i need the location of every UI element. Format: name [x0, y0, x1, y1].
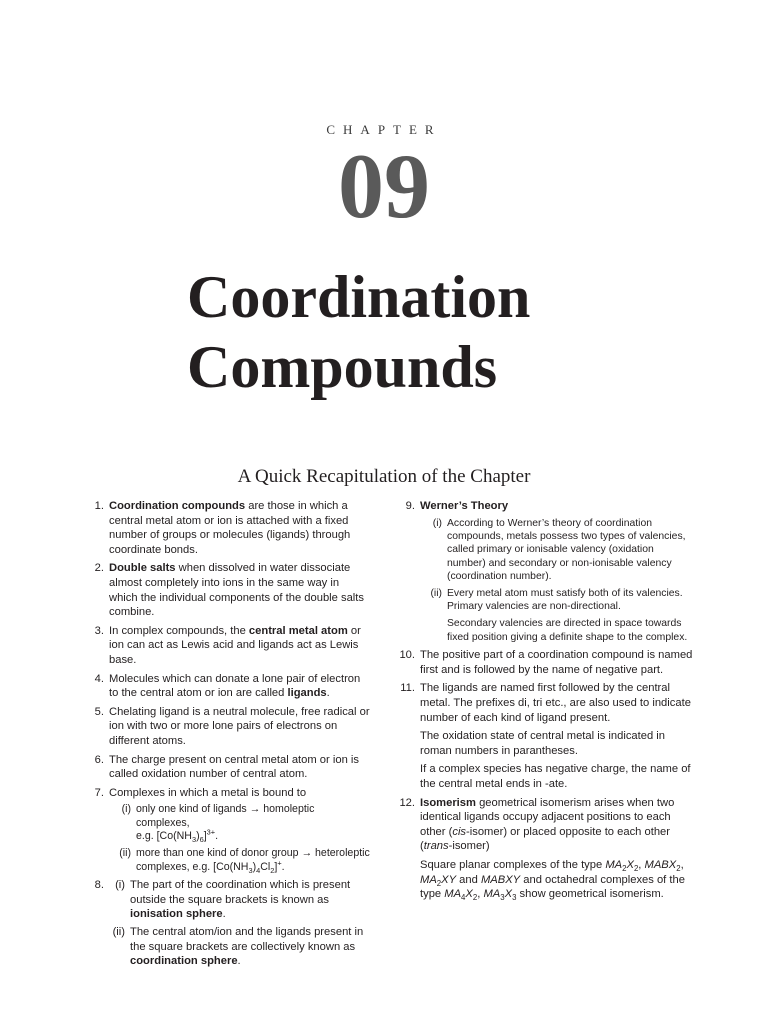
item-text: The oxidation state of central metal is indicated in roman numbers in parantheses.: [420, 730, 666, 757]
formula: X: [626, 858, 634, 871]
list-item-12: [397, 796, 693, 902]
formula: ): [252, 860, 257, 873]
sub-item-number: (ii): [112, 926, 125, 939]
item-text: .: [326, 687, 330, 700]
item-text: In complex compounds, the: [109, 624, 249, 637]
list-item-4: [86, 672, 370, 701]
item-number: 10.: [399, 649, 415, 662]
right-column: [397, 499, 693, 906]
term-ionisation-sphere: ionisation sphere: [130, 908, 223, 921]
sub-item-text: Every metal atom must satisfy both of its valencies. Primary valencies are non-directional.: [447, 587, 683, 613]
item-text: when dissolved in water dissociate almost completely into ions in the same way in which the individual components of the double salts combine.: [109, 562, 364, 619]
list-item-1: [86, 499, 370, 557]
list-item-11: [397, 681, 693, 791]
item-text: ,: [638, 858, 645, 871]
list-item-5: [86, 705, 370, 749]
term-ligands: ligands: [287, 687, 327, 700]
formula: MA: [444, 888, 462, 901]
list-item-3: [86, 624, 370, 668]
item-text: show geometrical isomerism.: [516, 888, 664, 901]
term-werners-theory: Werner’s Theory: [420, 500, 509, 512]
item-text: Square planar complexes of the type: [420, 858, 606, 871]
sub-item-text: .: [222, 908, 226, 921]
item-number: 12.: [399, 796, 415, 809]
sub-item-number: (i): [121, 803, 131, 816]
sub-item-text: heteroleptic complexes, e.g. [Co(NH: [136, 847, 370, 873]
sub-item: [109, 803, 370, 844]
term-coordination-sphere: coordination sphere: [130, 955, 238, 968]
subscript: 3: [512, 893, 517, 903]
chapter-label: CHAPTER: [326, 122, 442, 137]
superscript: 3+: [206, 827, 216, 837]
term-cis: cis: [452, 825, 467, 838]
sub-item-text: According to Werner’s theory of coordination compounds, metals possess two types of valencies, called primary or ionisable valency (oxidation number) and secondary or non-ionisable valency (coordination number).: [447, 517, 686, 583]
item-text: Molecules which can donate a lone pair of electron to the central atom or ion are called: [109, 672, 361, 700]
formula: .: [215, 830, 219, 843]
list-item-10: [397, 648, 693, 677]
sub-item: [420, 517, 693, 584]
term-trans: trans: [423, 840, 449, 853]
term-coordination-compounds: Coordination compounds: [109, 500, 246, 512]
arrow-icon: →: [301, 847, 313, 860]
list-item-2: [86, 561, 370, 619]
term-double-salts: Double salts: [109, 562, 176, 575]
subscript: 2: [676, 864, 681, 874]
sub-item-number: (i): [115, 879, 125, 892]
item-number: 9.: [405, 500, 415, 512]
item-number: 7.: [94, 786, 104, 799]
formula: ): [196, 830, 200, 843]
chapter-title-line2: Compounds: [187, 334, 498, 400]
item-text: ,: [680, 858, 684, 871]
item-number: 6.: [94, 753, 104, 766]
formula: X: [504, 888, 513, 901]
sub-item-text: The central atom/ion and the ligands present in the square brackets are collectively known as: [130, 926, 364, 953]
list-item-6: [86, 753, 370, 782]
item-number: 8.: [94, 879, 104, 892]
chapter-number: 09: [338, 135, 430, 237]
sub-item-text: .: [237, 955, 241, 968]
formula: ]: [203, 830, 207, 843]
formula: Cl: [260, 860, 271, 873]
sub-item-number: (ii): [430, 587, 442, 599]
item-text: -isomer) or placed opposite to each other (: [420, 825, 671, 853]
formula: ]: [274, 860, 278, 873]
subscript: 3: [500, 893, 505, 903]
term-central-metal-atom: central metal atom: [248, 624, 348, 637]
subscript: 4: [256, 865, 261, 875]
item-text: If a complex species has negative charge, the name of the central metal ends in -ate.: [420, 763, 691, 790]
item-text: and octahedral complexes of the type: [420, 873, 685, 901]
formula: MA: [605, 858, 623, 871]
superscript: +: [277, 858, 282, 868]
subscript: 2: [622, 864, 627, 874]
formula: .: [281, 860, 285, 873]
formula: MA: [420, 873, 437, 886]
arrow-icon: →: [249, 803, 261, 816]
sub-item: [109, 878, 370, 922]
item-text: Chelating ligand is a neutral molecule, free radical or ion with two or more lone pairs of electrons on different atoms.: [109, 705, 370, 747]
term-isomerism: Isomerism: [420, 796, 476, 809]
subscript: 2: [270, 865, 275, 875]
subscript: 2: [633, 864, 639, 874]
sub-item-text: homoleptic complexes,: [136, 803, 315, 829]
sub-item-number: (ii): [119, 847, 131, 860]
item-number: 2.: [94, 562, 104, 575]
list-item-9: [397, 499, 693, 644]
item-text: geometrical isomerism arises when two identical ligands occupy adjacent positions to each other (: [420, 796, 675, 838]
chapter-title-line1: Coordination: [187, 264, 531, 330]
sub-item-text: The part of the coordination which is present outside the square brackets is known as: [130, 879, 351, 906]
subscript: 4: [461, 893, 466, 903]
sub-item-text: only one kind of ligands: [136, 803, 250, 816]
formula: MA: [483, 888, 501, 901]
sub-item-number: (i): [432, 517, 442, 529]
item-text: and: [456, 873, 481, 886]
formula: X: [465, 888, 473, 901]
sub-item-text: more than one kind of donor group: [136, 847, 302, 860]
item-number: 1.: [94, 500, 104, 512]
formula: e.g. [Co(NH: [136, 830, 192, 843]
subscript: 6: [199, 835, 204, 845]
list-item-8: [86, 878, 370, 969]
formula: MABX: [644, 858, 677, 871]
chapter-title: [187, 262, 707, 402]
subscript: 2: [436, 878, 442, 888]
subscript: 2: [472, 893, 478, 903]
item-text: The positive part of a coordination compound is named first and is followed by the name of negative part.: [420, 649, 693, 676]
subscript: 3: [191, 835, 197, 845]
item-text: -isomer): [448, 840, 490, 853]
item-text: The ligands are named first followed by the central metal. The prefixes di, tri etc., are also used to indicate number of each kind of ligand present.: [420, 682, 691, 724]
subscript: 3: [248, 865, 253, 875]
item-text: are those in which a central metal atom or ion is attached with a fixed number of groups or molecules (ligands) through coordinate bonds.: [109, 500, 351, 556]
item-text: ,: [477, 888, 484, 901]
sub-item: [109, 847, 370, 874]
item-number: 11.: [400, 682, 415, 695]
left-column: [86, 499, 370, 973]
item-text: or ion can act as Lewis acid and ligands act as Lewis base.: [109, 624, 361, 666]
formula: XY: [441, 873, 457, 886]
item-number: 5.: [94, 705, 104, 718]
recap-heading: A Quick Recapitulation of the Chapter: [237, 466, 531, 487]
sub-item: [103, 925, 370, 969]
sub-item: [420, 587, 693, 645]
item-text: The charge present on central metal atom or ion is called oxidation number of central atom.: [109, 753, 359, 781]
sub-item-text: Secondary valencies are directed in space towards fixed position giving a definite shape to the complex.: [447, 618, 688, 643]
formula: MABXY: [480, 873, 521, 886]
item-text: Complexes in which a metal is bound to: [109, 786, 307, 799]
list-item-7: [86, 786, 370, 875]
item-number: 3.: [94, 624, 104, 637]
item-number: 4.: [94, 672, 104, 685]
